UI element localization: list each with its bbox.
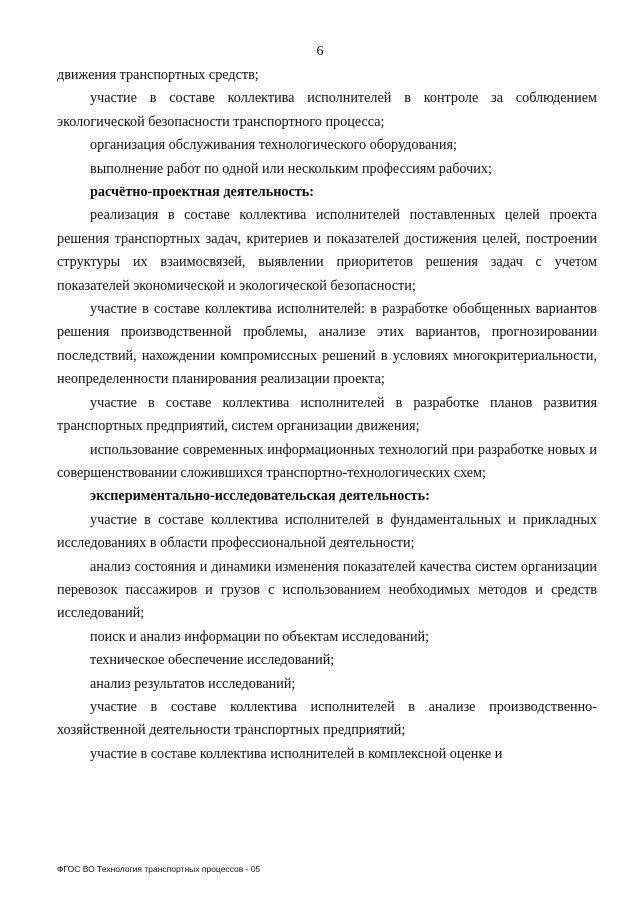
paragraph: техническое обеспечение исследований; xyxy=(90,652,335,669)
section-heading: расчётно-проектная деятельность: xyxy=(90,184,314,201)
paragraph: участие в составе коллектива исполнителей в разработке планов развития транспортных предприятий, систем организации движения; xyxy=(57,394,597,435)
document-body xyxy=(57,64,597,766)
paragraph: движения транспортных средств; xyxy=(57,67,259,83)
paragraph: анализ состояния и динамики изменения показателей качества систем организации перевозок пассажиров и грузов с использованием необходимых методов и средств исследований; xyxy=(57,558,597,622)
paragraph: использование современных информационных технологий при разработке новых и совершенствовании сложившихся транспортно-технологических схем; xyxy=(57,441,597,481)
paragraph: участие в составе коллектива исполнителей в анализе производственно-хозяйственной деятельности транспортных предприятий; xyxy=(57,698,597,739)
paragraph: участие в составе коллектива исполнителей: в разработке обобщенных вариантов решения производственной проблемы, анализе этих вариантов, прогнозировании последствий, нахождении компромиссных решений в условиях многокритериальности, неопределенности планирования реализации проекта; xyxy=(57,301,597,388)
paragraph: участие в составе коллектива исполнителей в контроле за соблюдением экологической безопасности транспортного процесса; xyxy=(57,90,597,130)
paragraph: участие в составе коллектива исполнителей в комплексной оценке и xyxy=(90,745,503,762)
page-number: 6 xyxy=(316,44,324,59)
paragraph: анализ результатов исследований; xyxy=(90,675,296,692)
paragraph: выполнение работ по одной или нескольким профессиям рабочих; xyxy=(90,160,492,177)
paragraph: поиск и анализ информации по объектам исследований; xyxy=(90,628,430,645)
paragraph: участие в составе коллектива исполнителей в фундаментальных и прикладных исследованиях в области профессиональной деятельности; xyxy=(57,511,597,552)
paragraph: организация обслуживания технологического оборудования; xyxy=(90,137,457,154)
paragraph: реализация в составе коллектива исполнителей поставленных целей проекта решения транспортных задач, критериев и показателей достижения целей, построении структуры их взаимосвязей, выявлении приоритетов решения задач с учетом показателей экономической и экологической безопасности; xyxy=(57,207,597,294)
section-heading: экспериментально-исследовательская деятельность: xyxy=(90,488,430,505)
document-footer: ФГОС ВО Технология транспортных процессов - 05 xyxy=(57,864,261,874)
